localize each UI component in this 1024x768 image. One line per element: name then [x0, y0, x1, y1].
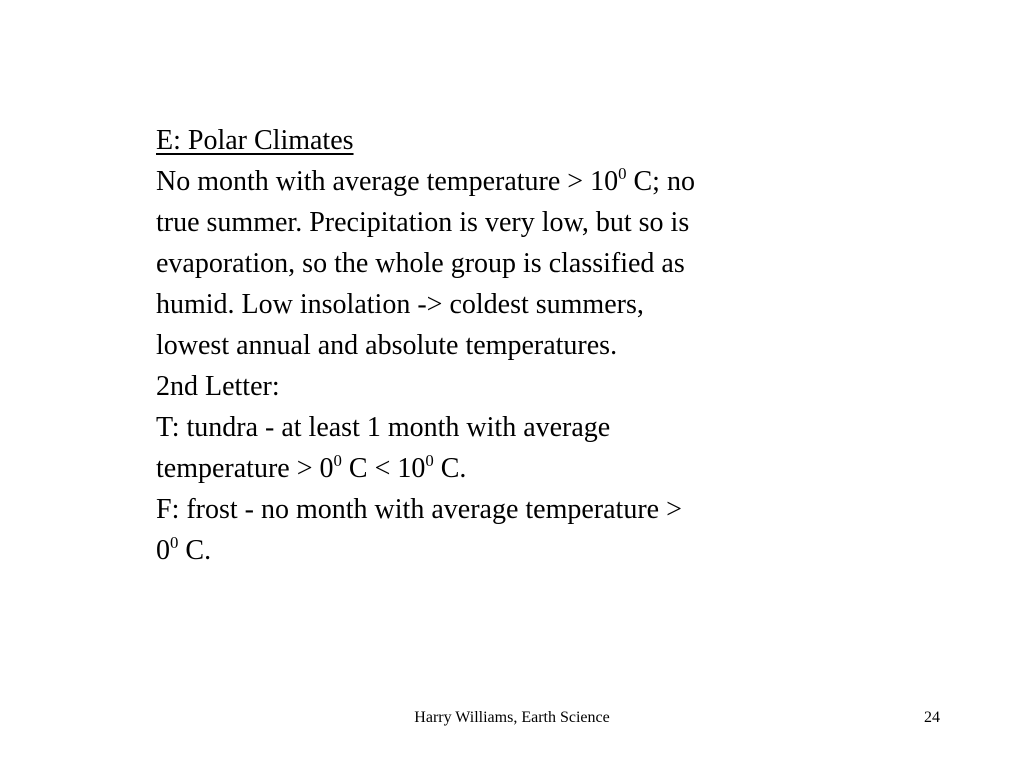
superscript: 0: [425, 451, 434, 471]
body-line: true summer. Precipitation is very low, but so is: [156, 207, 690, 238]
body-line: lowest annual and absolute temperatures.: [156, 330, 618, 361]
body-line: F: frost - no month with average temperature >: [156, 494, 682, 525]
slide-body: [156, 120, 856, 571]
text-segment: C < 10: [341, 453, 426, 484]
text-segment: C.: [178, 535, 212, 566]
text-segment: C.: [433, 453, 467, 484]
body-line: [156, 161, 856, 202]
body-line: [156, 448, 856, 489]
superscript: 0: [333, 451, 342, 471]
text-segment: C; no: [626, 166, 695, 197]
body-line: evaporation, so the whole group is classified as: [156, 248, 685, 279]
footer-credit: Harry Williams, Earth Science: [414, 709, 610, 726]
text-segment: temperature > 0: [156, 453, 334, 484]
text-segment: No month with average temperature > 10: [156, 166, 619, 197]
slide-heading: E: Polar Climates: [156, 125, 354, 156]
superscript: 0: [618, 164, 627, 184]
page-number: 24: [924, 709, 940, 726]
text-segment: 0: [156, 535, 170, 566]
body-line: [156, 530, 856, 571]
body-line: 2nd Letter:: [156, 371, 280, 402]
superscript: 0: [170, 533, 179, 553]
body-line: T: tundra - at least 1 month with average: [156, 412, 611, 443]
body-line: humid. Low insolation -> coldest summers,: [156, 289, 644, 320]
